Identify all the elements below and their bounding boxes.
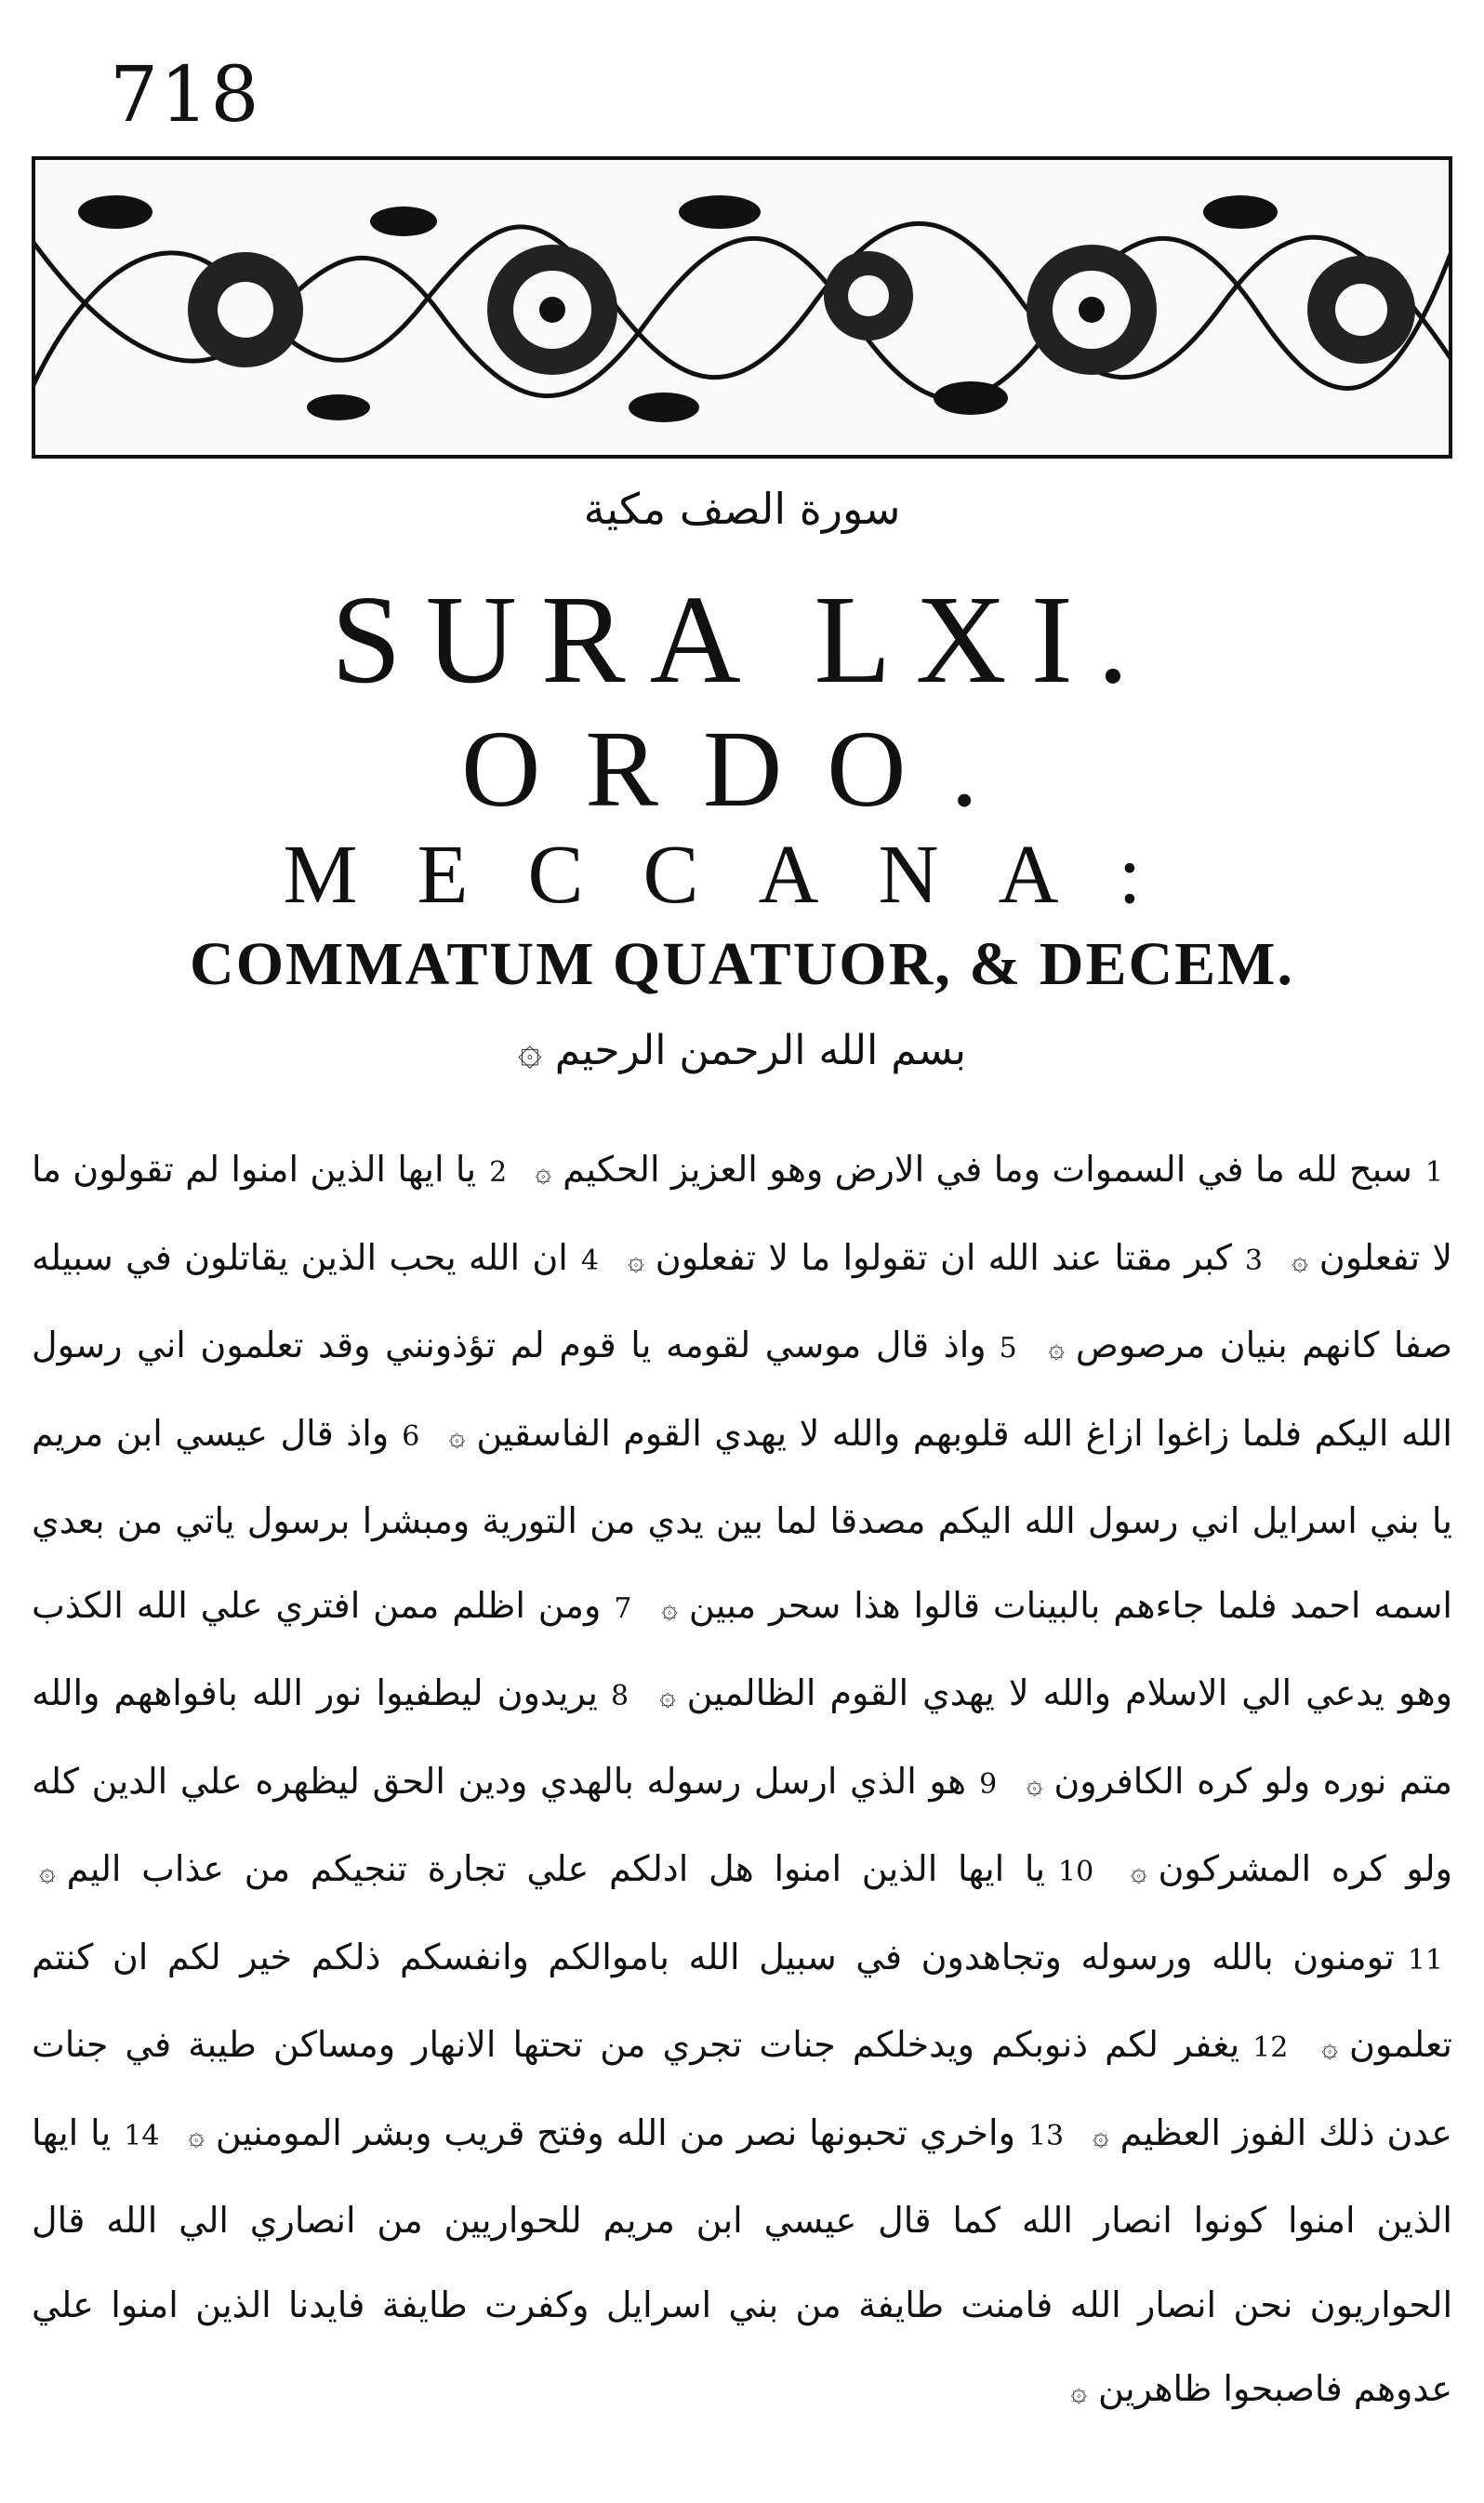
verse	[32, 2112, 1452, 2410]
verse-number: 12	[1252, 2031, 1289, 2064]
verse-end-ornament-icon: ۞	[1070, 2376, 1088, 2408]
verse-number: 10	[1058, 1856, 1094, 1888]
verse-number: 9	[979, 1767, 998, 1801]
verse-text: يغفر لكم ذنوبكم ويدخلكم جنات تجري من تحتها الانهار ومساكن طيبة في جنات عدن ذلك الفوز العظيم	[32, 2024, 1452, 2153]
verse-end-ornament-icon: ۞	[517, 1027, 542, 1074]
verse-text: هو الذي ارسل رسوله بالهدي ودين الحق ليظهره علي الدين كله ولو كره المشركون	[32, 1760, 1452, 1889]
verse-end-ornament-icon: ۞	[1292, 1244, 1308, 1277]
verse-number: 11	[1407, 1943, 1443, 1977]
verse-number: 5	[999, 1332, 1017, 1365]
verse	[528, 1149, 1452, 1190]
title-ordo: ORDO.	[461, 708, 1023, 830]
basmala-text: بسم الله الرحمن الرحيم	[554, 1027, 966, 1074]
page-number: 718	[110, 51, 261, 140]
verse-text: سبح لله ما في السموات وما في الارض وهو العزيز الحكيم	[563, 1149, 1412, 1190]
verse-text: ومن اظلم ممن افتري علي الله الكذب وهو يدعي الي الاسلام والله لا يهدي القوم الظالمين	[32, 1584, 1452, 1713]
verse-end-ornament-icon: ۞	[1026, 1767, 1043, 1801]
title-sura: SURA LXI.	[331, 570, 1153, 710]
verse-number: 2	[489, 1156, 508, 1189]
verse-text: يا ايها الذين امنوا لم تقولون ما لا تفعلون	[32, 1149, 1452, 1278]
verse	[620, 1237, 1272, 1278]
verse-end-ornament-icon: ۞	[535, 1156, 552, 1189]
ornamental-header-band	[32, 156, 1452, 459]
basmala	[0, 1027, 1484, 1074]
verse-number: 6	[402, 1419, 420, 1453]
verse-end-ornament-icon: ۞	[659, 1680, 676, 1712]
verse-text: يريدون ليطفيوا نور الله بافواههم والله متم نوره ولو كره الكافرون	[32, 1672, 1452, 1802]
verse-end-ornament-icon: ۞	[1048, 1332, 1065, 1365]
verse-end-ornament-icon: ۞	[628, 1244, 644, 1277]
verse-end-ornament-icon: ۞	[1321, 2031, 1338, 2064]
verse	[32, 1848, 1103, 1889]
verse-text: يا ايها الذين امنوا هل ادلكم علي تجارة تنجيكم من عذاب اليم	[66, 1848, 1046, 1889]
verse-number: 3	[1244, 1244, 1263, 1277]
verses-block	[32, 1127, 1452, 2485]
verse-text: واخري تحبونها نصر من الله وفتح قريب وبشر المومنين	[215, 2111, 1015, 2153]
verse-text: واذ قال عيسي ابن مريم يا بني اسرايل اني رسول الله اليكم مصدقا لما بين يدي من التورية ومبشرا برسول ياتي من بعدي اسمه احمد فلما جاءهم بالبينات قالوا هذا سحر مبين	[32, 1412, 1452, 1626]
verse-end-ornament-icon: ۞	[188, 2119, 205, 2152]
verse-text: كبر مقتا عند الله ان تقولوا ما لا تفعلون	[655, 1236, 1232, 1278]
verse-number: 7	[614, 1591, 632, 1625]
verse-end-ornament-icon: ۞	[661, 1591, 678, 1625]
verse-text: ان الله يحب الذين يقاتلون في سبيله صفا كانهم بنيان مرصوص	[32, 1236, 1452, 1365]
verse-end-ornament-icon: ۞	[1130, 1856, 1147, 1888]
verse-text: تومنون بالله ورسوله وتجاهدون في سبيل الله باموالكم وانفسكم ذلكم خير لكم ان كنتم تعلمون	[32, 1936, 1452, 2065]
verse-end-ornament-icon: ۞	[1093, 2119, 1109, 2152]
verse-end-ornament-icon: ۞	[39, 1856, 56, 1888]
title-commatum: COMMATUM QUATUOR, & DECEM.	[190, 930, 1294, 998]
verse-number: 1	[1424, 1156, 1443, 1189]
title-meccana: MECCANA:	[283, 829, 1201, 921]
verse-end-ornament-icon: ۞	[448, 1419, 466, 1453]
verse	[180, 2112, 1073, 2153]
verse-text: يا ايها الذين امنوا كونوا انصار الله كما قال عيسي ابن مريم للحواريين من انصاري الي الله قال الحواريون نحن انصار الله فامنت طايفة من بني اسرايل وكفرت طايفة فايدنا الذين امنوا علي عدوهم فاصبحوا ظاهرين	[32, 2111, 1452, 2409]
verse-number: 13	[1027, 2119, 1065, 2152]
verse-number: 8	[610, 1680, 629, 1712]
verse-number: 4	[580, 1244, 599, 1277]
arabic-sura-title: سورة الصف مكية	[583, 484, 901, 534]
verse-number: 14	[124, 2119, 160, 2152]
verse-text: واذ قال موسي لقومه يا قوم لم تؤذونني وقد تعلمون اني رسول الله اليكم فلما زاغوا ازاغ الله قلوبهم والله لا يهدي القوم الفاسقين	[32, 1325, 1452, 1454]
